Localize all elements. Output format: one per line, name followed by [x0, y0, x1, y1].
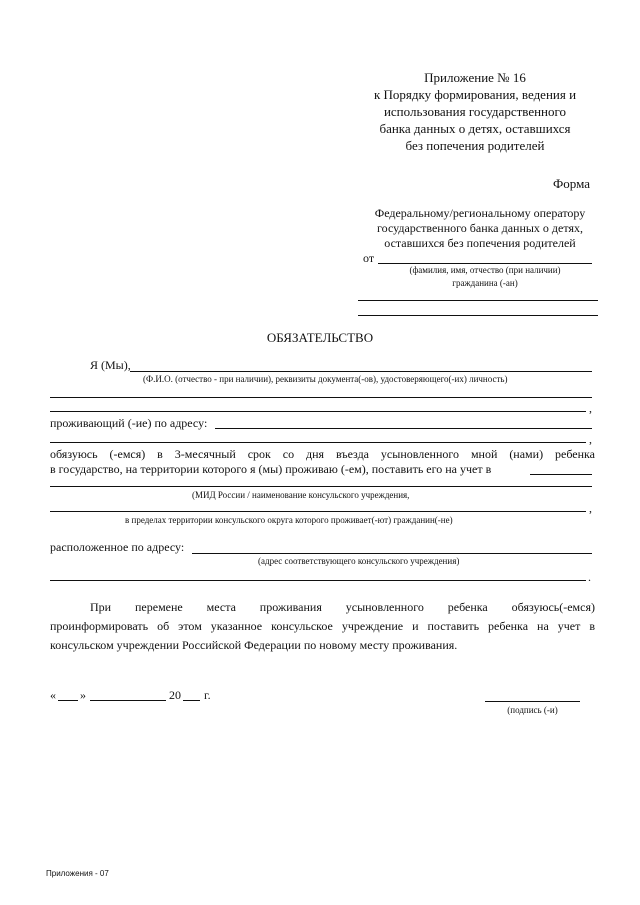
sender-line-field[interactable] — [358, 315, 598, 316]
page-footer: Приложения - 07 — [46, 869, 109, 878]
consulate-address-field[interactable] — [192, 553, 592, 554]
comma: , — [589, 401, 592, 415]
relocation-paragraph: консульском учреждении Российской Федерации по новому месту проживания. — [50, 638, 458, 652]
consulate-field[interactable] — [50, 511, 586, 512]
appendix-ref-line: банка данных о детях, оставшихся — [379, 121, 571, 136]
sender-citizen-hint: гражданина (-ан) — [452, 278, 518, 288]
i-we-label: Я (Мы), — [90, 358, 131, 372]
obligation-text: обязуюсь (-емся) в 3-месячный срок со дня въезда усыновленного мной (нами) ребенка — [50, 447, 595, 461]
obligation-text: в государство, на территории которого я (мы) проживаю (-ем), поставить его на учет в — [50, 462, 492, 476]
appendix-number: Приложение № 16 — [424, 70, 526, 85]
located-label: расположенное по адресу: — [50, 540, 185, 554]
sender-line-field[interactable] — [358, 300, 598, 301]
appendix-ref-line: к Порядку формирования, ведения и — [373, 87, 577, 102]
signature-hint: (подпись (-и) — [507, 705, 558, 715]
residence-address-field[interactable] — [215, 428, 592, 429]
date-year-field[interactable] — [183, 700, 200, 701]
comma: , — [589, 501, 592, 515]
mid-hint: (МИД России / наименование консульского учреждения, — [192, 490, 410, 500]
residence-address-field[interactable] — [50, 442, 586, 443]
fio-continuation-field[interactable] — [50, 411, 586, 412]
date-year-prefix: 20 — [169, 688, 181, 702]
registration-place-field[interactable] — [50, 486, 592, 487]
fio-hint: (Ф.И.О. (отчество - при наличии), реквизиты документа(-ов), удостоверяющего(-их) личность) — [143, 374, 508, 384]
addressee-line: государственного банка данных о детях, — [377, 221, 583, 235]
fio-field[interactable] — [130, 371, 592, 372]
address-hint: (адрес соответствующего консульского учреждения) — [258, 556, 460, 566]
date-open-quote: « — [50, 688, 56, 702]
fio-continuation-field[interactable] — [50, 397, 592, 398]
relocation-paragraph: При перемене места проживания усыновленного ребенка обязуюсь(-емся) — [90, 600, 595, 614]
period: . — [588, 570, 591, 584]
district-hint: в пределах территории консульского округа которого проживает(-ют) гражданин(-не) — [125, 515, 453, 525]
signature-field[interactable] — [485, 701, 580, 702]
from-label: от — [363, 251, 375, 265]
comma: , — [589, 432, 592, 446]
date-month-field[interactable] — [90, 700, 166, 701]
date-year-suffix: г. — [204, 688, 211, 702]
addressee-line: оставшихся без попечения родителей — [384, 236, 576, 250]
appendix-ref-line: использования государственного — [383, 104, 567, 119]
sender-name-hint: (фамилия, имя, отчество (при наличии) — [409, 265, 561, 275]
consulate-address-field[interactable] — [50, 580, 586, 581]
date-close-quote: » — [80, 688, 86, 702]
form-label: Форма — [553, 176, 590, 191]
appendix-ref-line: без попечения родителей — [405, 138, 545, 153]
sender-name-field[interactable] — [378, 263, 592, 264]
document-title: ОБЯЗАТЕЛЬСТВО — [266, 330, 374, 345]
date-day-field[interactable] — [58, 700, 78, 701]
registration-place-field[interactable] — [530, 474, 592, 475]
residing-label: проживающий (-ие) по адресу: — [50, 416, 208, 430]
relocation-paragraph: проинформировать об этом указанное консульское учреждение и поставить ребенка на учет в — [50, 619, 595, 633]
addressee-line: Федеральному/региональному оператору — [374, 206, 586, 220]
